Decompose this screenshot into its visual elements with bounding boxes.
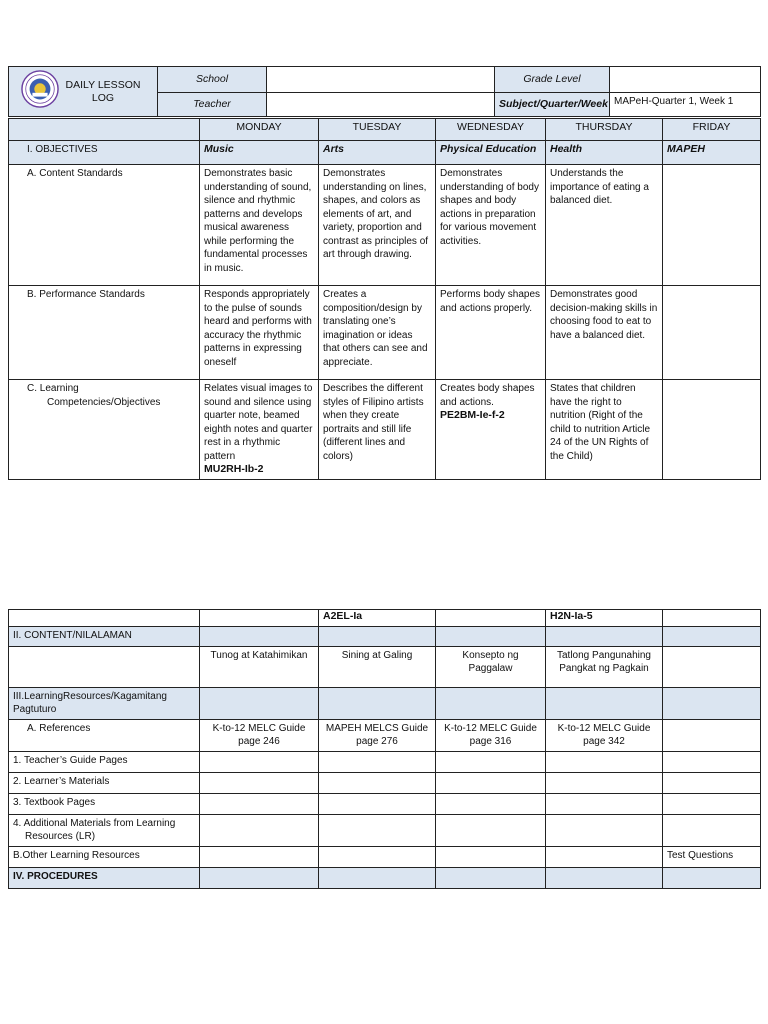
learning-competencies-tuesday: [319, 380, 436, 480]
learning-competencies-label-line-2: Competencies/Objectives: [47, 396, 161, 408]
content-blank-thursday: [546, 626, 663, 646]
objectives-label: I. OBJECTIVES: [9, 141, 200, 165]
other-resources-label: B.Other Learning Resources: [9, 846, 200, 867]
other-resources-monday: [200, 846, 319, 867]
code-friday: [663, 610, 761, 627]
teachers-guide-tuesday: [319, 751, 436, 772]
performance-standards-wednesday: Performs body shapes and actions properly.: [436, 286, 546, 380]
competency-text: Relates visual images to sound and silence using quarter note, beamed eighth notes and quarter rest in a rhythmic pattern: [204, 383, 313, 462]
subject-thursday: Health: [546, 141, 663, 165]
content-label: II. CONTENT/NILALAMAN: [9, 626, 200, 646]
procedures-blank-friday: [663, 867, 761, 888]
learners-materials-friday: [663, 772, 761, 793]
learners-materials-wednesday: [436, 772, 546, 793]
teachers-guide-label: 1. Teacher’s Guide Pages: [9, 751, 200, 772]
other-resources-friday: Test Questions: [663, 846, 761, 867]
additional-materials-tuesday: [319, 814, 436, 846]
teachers-guide-monday: [200, 751, 319, 772]
references-wednesday: K-to-12 MELC Guide page 316: [436, 719, 546, 751]
resources-blank-monday: [200, 687, 319, 719]
content-standards-tuesday: Demonstrates understanding on lines, shapes, and colors as elements of art, and variety, proportion and contrast as principles of art through drawing.: [319, 165, 436, 286]
learners-materials-tuesday: [319, 772, 436, 793]
content-resources-table: [8, 609, 761, 889]
resources-blank-wednesday: [436, 687, 546, 719]
teachers-guide-friday: [663, 751, 761, 772]
content-standards-friday: [663, 165, 761, 286]
code-row-blank: [9, 610, 200, 627]
other-resources-tuesday: [319, 846, 436, 867]
other-resources-thursday: [546, 846, 663, 867]
title-line-1: DAILY LESSON: [65, 78, 141, 91]
subject-monday: Music: [200, 141, 319, 165]
other-resources-wednesday: [436, 846, 546, 867]
references-monday: K-to-12 MELC Guide page 246: [200, 719, 319, 751]
competency-text: Creates body shapes and actions.: [440, 383, 535, 408]
learning-competencies-monday: [200, 380, 319, 480]
content-blank-tuesday: [319, 626, 436, 646]
learning-competencies-thursday: [546, 380, 663, 480]
content-standards-label: A. Content Standards: [9, 165, 200, 286]
content-thursday: Tatlong Pangunahing Pangkat ng Pagkain: [546, 646, 663, 687]
content-friday: [663, 646, 761, 687]
teacher-label: Teacher: [158, 93, 267, 117]
content-blank-monday: [200, 626, 319, 646]
procedures-blank-wednesday: [436, 867, 546, 888]
additional-materials-monday: [200, 814, 319, 846]
textbook-pages-label: 3. Textbook Pages: [9, 793, 200, 814]
content-standards-thursday: Understands the importance of eating a balanced diet.: [546, 165, 663, 286]
resources-blank-thursday: [546, 687, 663, 719]
code-wednesday: [436, 610, 546, 627]
performance-standards-label: B. Performance Standards: [9, 286, 200, 380]
teacher-field[interactable]: [267, 93, 495, 117]
day-wednesday: WEDNESDAY: [436, 119, 546, 141]
content-standards-monday: Demonstrates basic understanding of sound, silence and rhythmic patterns and develops musical awareness while performing the fundamental processes in music.: [200, 165, 319, 286]
competency-code: MU2RH-Ib-2: [204, 463, 264, 475]
performance-standards-thursday: Demonstrates good decision-making skills in choosing food to eat to have a balanced diet.: [546, 286, 663, 380]
day-tuesday: TUESDAY: [319, 119, 436, 141]
content-topics-blank: [9, 646, 200, 687]
resources-blank-tuesday: [319, 687, 436, 719]
resources-blank-friday: [663, 687, 761, 719]
procedures-blank-tuesday: [319, 867, 436, 888]
subject-wednesday: Physical Education: [436, 141, 546, 165]
school-field[interactable]: [267, 67, 495, 93]
competency-text: Describes the different styles of Filipino artists when they create portraits and still life (different lines and colors): [323, 383, 424, 462]
performance-standards-friday: [663, 286, 761, 380]
textbook-pages-wednesday: [436, 793, 546, 814]
objectives-table: [8, 118, 761, 480]
additional-materials-thursday: [546, 814, 663, 846]
code-monday: [200, 610, 319, 627]
content-monday: Tunog at Katahimikan: [200, 646, 319, 687]
subject-quarter-week-field[interactable]: MAPeH-Quarter 1, Week 1: [610, 93, 761, 117]
references-thursday: K-to-12 MELC Guide page 342: [546, 719, 663, 751]
header-table: [8, 66, 761, 117]
subject-tuesday: Arts: [319, 141, 436, 165]
procedures-blank-thursday: [546, 867, 663, 888]
references-label: A. References: [9, 719, 200, 751]
code-tuesday: A2EL-Ia: [319, 610, 436, 627]
grade-level-label: Grade Level: [495, 67, 610, 93]
title-line-2: LOG: [91, 91, 115, 104]
learners-materials-thursday: [546, 772, 663, 793]
additional-materials-friday: [663, 814, 761, 846]
textbook-pages-thursday: [546, 793, 663, 814]
subject-quarter-week-label: Subject/Quarter/Week: [495, 93, 610, 117]
learning-competencies-label: [9, 380, 200, 480]
references-tuesday: MAPEH MELCS Guide page 276: [319, 719, 436, 751]
textbook-pages-monday: [200, 793, 319, 814]
day-thursday: THURSDAY: [546, 119, 663, 141]
school-label: School: [158, 67, 267, 93]
teachers-guide-thursday: [546, 751, 663, 772]
textbook-pages-tuesday: [319, 793, 436, 814]
content-blank-friday: [663, 626, 761, 646]
learning-resources-label: III.LearningResources/Kagamitang Pagtuturo: [9, 687, 200, 719]
performance-standards-monday: Responds appropriately to the pulse of sounds heard and performs with accuracy the rhythmic patterns in expressing oneself: [200, 286, 319, 380]
code-thursday: H2N-Ia-5: [546, 610, 663, 627]
day-monday: MONDAY: [200, 119, 319, 141]
competency-text: States that children have the right to nutrition (Right of the child to nutrition Article 24 of the UN Rights of the Child): [550, 383, 651, 462]
deped-seal-icon: [21, 70, 59, 108]
performance-standards-tuesday: Creates a composition/design by translating one’s imagination or ideas that others can see and appreciate.: [319, 286, 436, 380]
grade-level-field[interactable]: [610, 67, 761, 93]
day-header-blank: [9, 119, 200, 141]
content-blank-wednesday: [436, 626, 546, 646]
day-friday: FRIDAY: [663, 119, 761, 141]
references-friday: [663, 719, 761, 751]
content-tuesday: Sining at Galing: [319, 646, 436, 687]
learning-competencies-wednesday: [436, 380, 546, 480]
content-wednesday: Konsepto ng Paggalaw: [436, 646, 546, 687]
procedures-blank-monday: [200, 867, 319, 888]
learning-competencies-friday: [663, 380, 761, 480]
content-standards-wednesday: Demonstrates understanding of body shapes and body actions in preparation for various movement activities.: [436, 165, 546, 286]
additional-materials-label: 4. Additional Materials from Learning Resources (LR): [9, 814, 200, 846]
header-title-cell: [9, 67, 158, 117]
textbook-pages-friday: [663, 793, 761, 814]
learning-competencies-label-line-1: C. Learning: [27, 383, 79, 394]
learners-materials-monday: [200, 772, 319, 793]
competency-code: PE2BM-Ie-f-2: [440, 409, 505, 421]
additional-materials-wednesday: [436, 814, 546, 846]
teachers-guide-wednesday: [436, 751, 546, 772]
procedures-label: IV. PROCEDURES: [9, 867, 200, 888]
subject-friday: MAPEH: [663, 141, 761, 165]
learners-materials-label: 2. Learner’s Materials: [9, 772, 200, 793]
